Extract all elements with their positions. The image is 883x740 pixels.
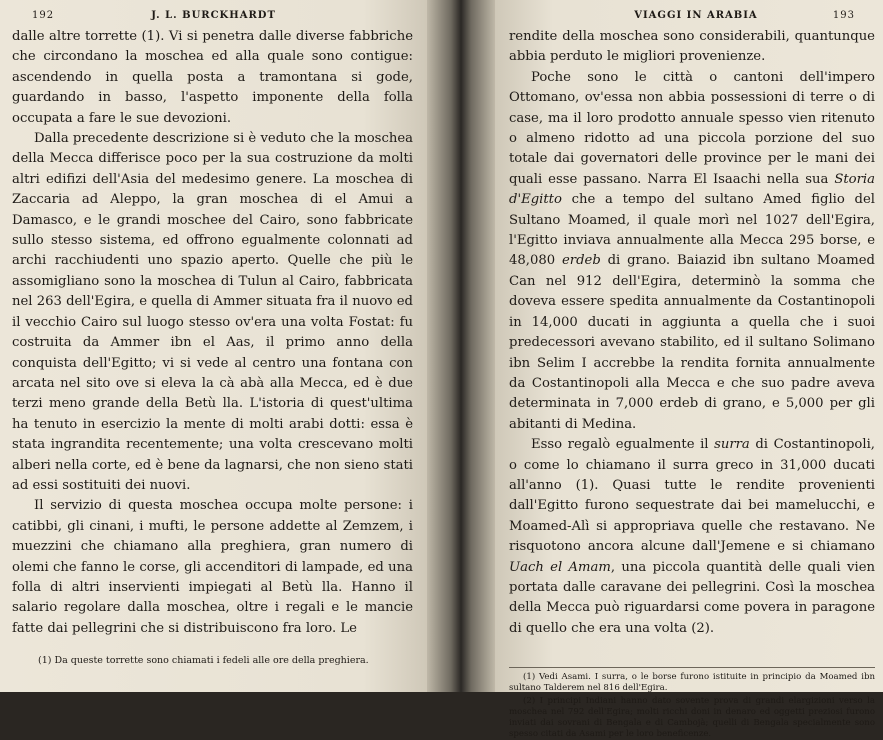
left-paragraph-2: Dalla precedente descrizione si è veduto che la moschea della Mecca differisce poco per la sua costruzione da molti altri edifizi dell'Asia del medesimo genere. La moschea di Zaccaria ad Aleppo, la gran moschea di el Amui a Damasco, e le grandi moschee del Cairo, sono fabbricate sullo stesso sistema, ed offrono egualmente colonnati ad archi racchiudenti uno spazio aperto. Quelle che più le assomigliano sono la moschea di Tulun al Cairo, fabbricata nel 263 dell'Egira, e quella di Ammer situata fra il nuovo ed il vecchio Cairo sul luogo stesso ov'era una volta Fostat: fu costruita da Ammer ibn el Aas, il primo anno della conquista dell'Egitto; vi si vede al centro una fontana con arcata nel sito ove si eleva la cà abà alla Mecca, ed è due terzi meno grande della Betù lla. L'istoria di quest'ultima ha tenuto in esercizio la mente di molti arabi dotti: essa è stata ingrandita recentemente; una volta crescevano molti alberi nella corte, ed è bene da lagnarsi, che non sieno stati ad essi sostituiti dei nuovi. <box>12 131 414 493</box>
left-footnote: (1) Da queste torrette sono chiamati i fedeli alle ore della preghiera. <box>38 655 369 666</box>
book-gutter <box>427 0 495 692</box>
right-footnote-1: (1) Vedi Asami. I surra, o le borse furono istituite in principio da Moamed ibn sultano Talderem nel 816 dell'Egira. <box>509 672 875 694</box>
right-p2-text-b: che a tempo del sultano Amed figlio del Sultano Moamed, il quale morì nel 1027 dell'Egira, l'Egitto inviava annualmente alla Mecca 295 borse, e 48,080 <box>509 192 875 269</box>
left-body-text <box>12 27 413 639</box>
right-p2-italic-storia: Storia d'Egitto <box>509 171 875 208</box>
right-footnotes <box>509 672 875 740</box>
right-footnote-2: (2) I principi Indiani hanno dato sovente prova di grandi elargizioni verso la moschea nel 792 dell'Egira; molti ricchi doni in denaro ed oggetti preziosi furono inviati dai sovrani di Bengala e di Cambojà; quelli di Bengala specialmente sono spesso citati da Asami per le loro beneficenze. <box>509 696 875 740</box>
right-p2-text-a: Poche sono le città o cantoni dell'impero Ottomano, ov'essa non abbia possessioni di terre o di case, ma il loro prodotto annuale spesso vien ritenuto o almeno ridotto ad una piccola porzione del suo totale dai governatori delle province per le mani dei quali esse passano. Narra El Isaachi nella sua <box>509 69 875 187</box>
left-running-title: J. L. BURCKHARDT <box>151 10 276 21</box>
right-page <box>495 0 883 740</box>
footnote-rule <box>509 667 875 668</box>
right-page-number: 193 <box>832 10 855 21</box>
right-p3-text-b: di Costantinopoli, o come lo chiamano il surra greco in 31,000 ducati all'anno (1). Quasi tutte le rendite provenienti dall'Egitto furono sequestrate dai bei mamelucchi, e Moamed-Alì si appropriava quelle che restavano. Ne risquotono ancora alcune dall'Jemene e si chiamano <box>509 437 875 555</box>
left-page <box>0 0 427 692</box>
left-paragraph-1: dalle altre torrette (1). Vi si penetra dalle diverse fabbriche che circondano la moschea ed alla quale sono contigue: ascendendo in quella posta a tramontana si gode, guardando in basso, l'aspetto imponente della folla occupata a fare le sue devozioni. <box>12 29 413 126</box>
right-body-text <box>509 27 875 639</box>
left-paragraph-3: Il servizio di questa moschea occupa molte persone: i catibbi, gli cinani, i mufti, le persone addette al Zemzem, i muezzini che chiamano alla preghiera, gran numero di olemi che fanno le corse, gli accenditori di lampade, ed una folla di altri inservienti impiegati al Betù lla. Hanno il salario regolare dalla moschea, oltre i regali e le mancie fatte dai pellegrini che si distribuiscono fra loro. Le <box>12 498 413 636</box>
left-running-head <box>12 10 413 21</box>
right-paragraph-2 <box>509 68 875 435</box>
right-running-head <box>509 10 875 21</box>
right-p3-text-c: , una piccola quantità delle quali vien portata dalle caravane dei pellegrini. Così la moschea della Mecca può riguardarsi come povera in paragone di quello che era una volta (2). <box>509 559 875 636</box>
right-p3-italic-surra: surra <box>714 437 750 453</box>
right-paragraph-1: rendite della moschea sono considerabili, quantunque abbia perduto le migliori provenienze. <box>509 29 875 65</box>
right-p2-text-c: di grano. Baiazid ibn sultano Moamed Can nel 912 dell'Egira, determinò la somma che doveva essere spedita annualmente da Costantinopoli in 14,000 ducati in aggiunta a quella che i suoi predecessori avevano stabilito, ed il sultano Solimano ibn Selim I accrebbe la rendita fornita annualmente da Costantinopoli alla Mecca e che suo padre aveva determinata in 7,000 erdeb di grano, e 5,000 per gli abitanti di Medina. <box>509 253 875 432</box>
right-p3-italic-uach: Uach el Amam <box>509 559 611 575</box>
right-paragraph-3 <box>509 435 875 639</box>
right-running-title: VIAGGI IN ARABIA <box>634 10 758 21</box>
right-p3-text-a: Esso regalò egualmente il <box>531 437 715 453</box>
left-page-number: 192 <box>32 10 55 21</box>
right-p2-italic-erdeb: erdeb <box>561 253 601 269</box>
